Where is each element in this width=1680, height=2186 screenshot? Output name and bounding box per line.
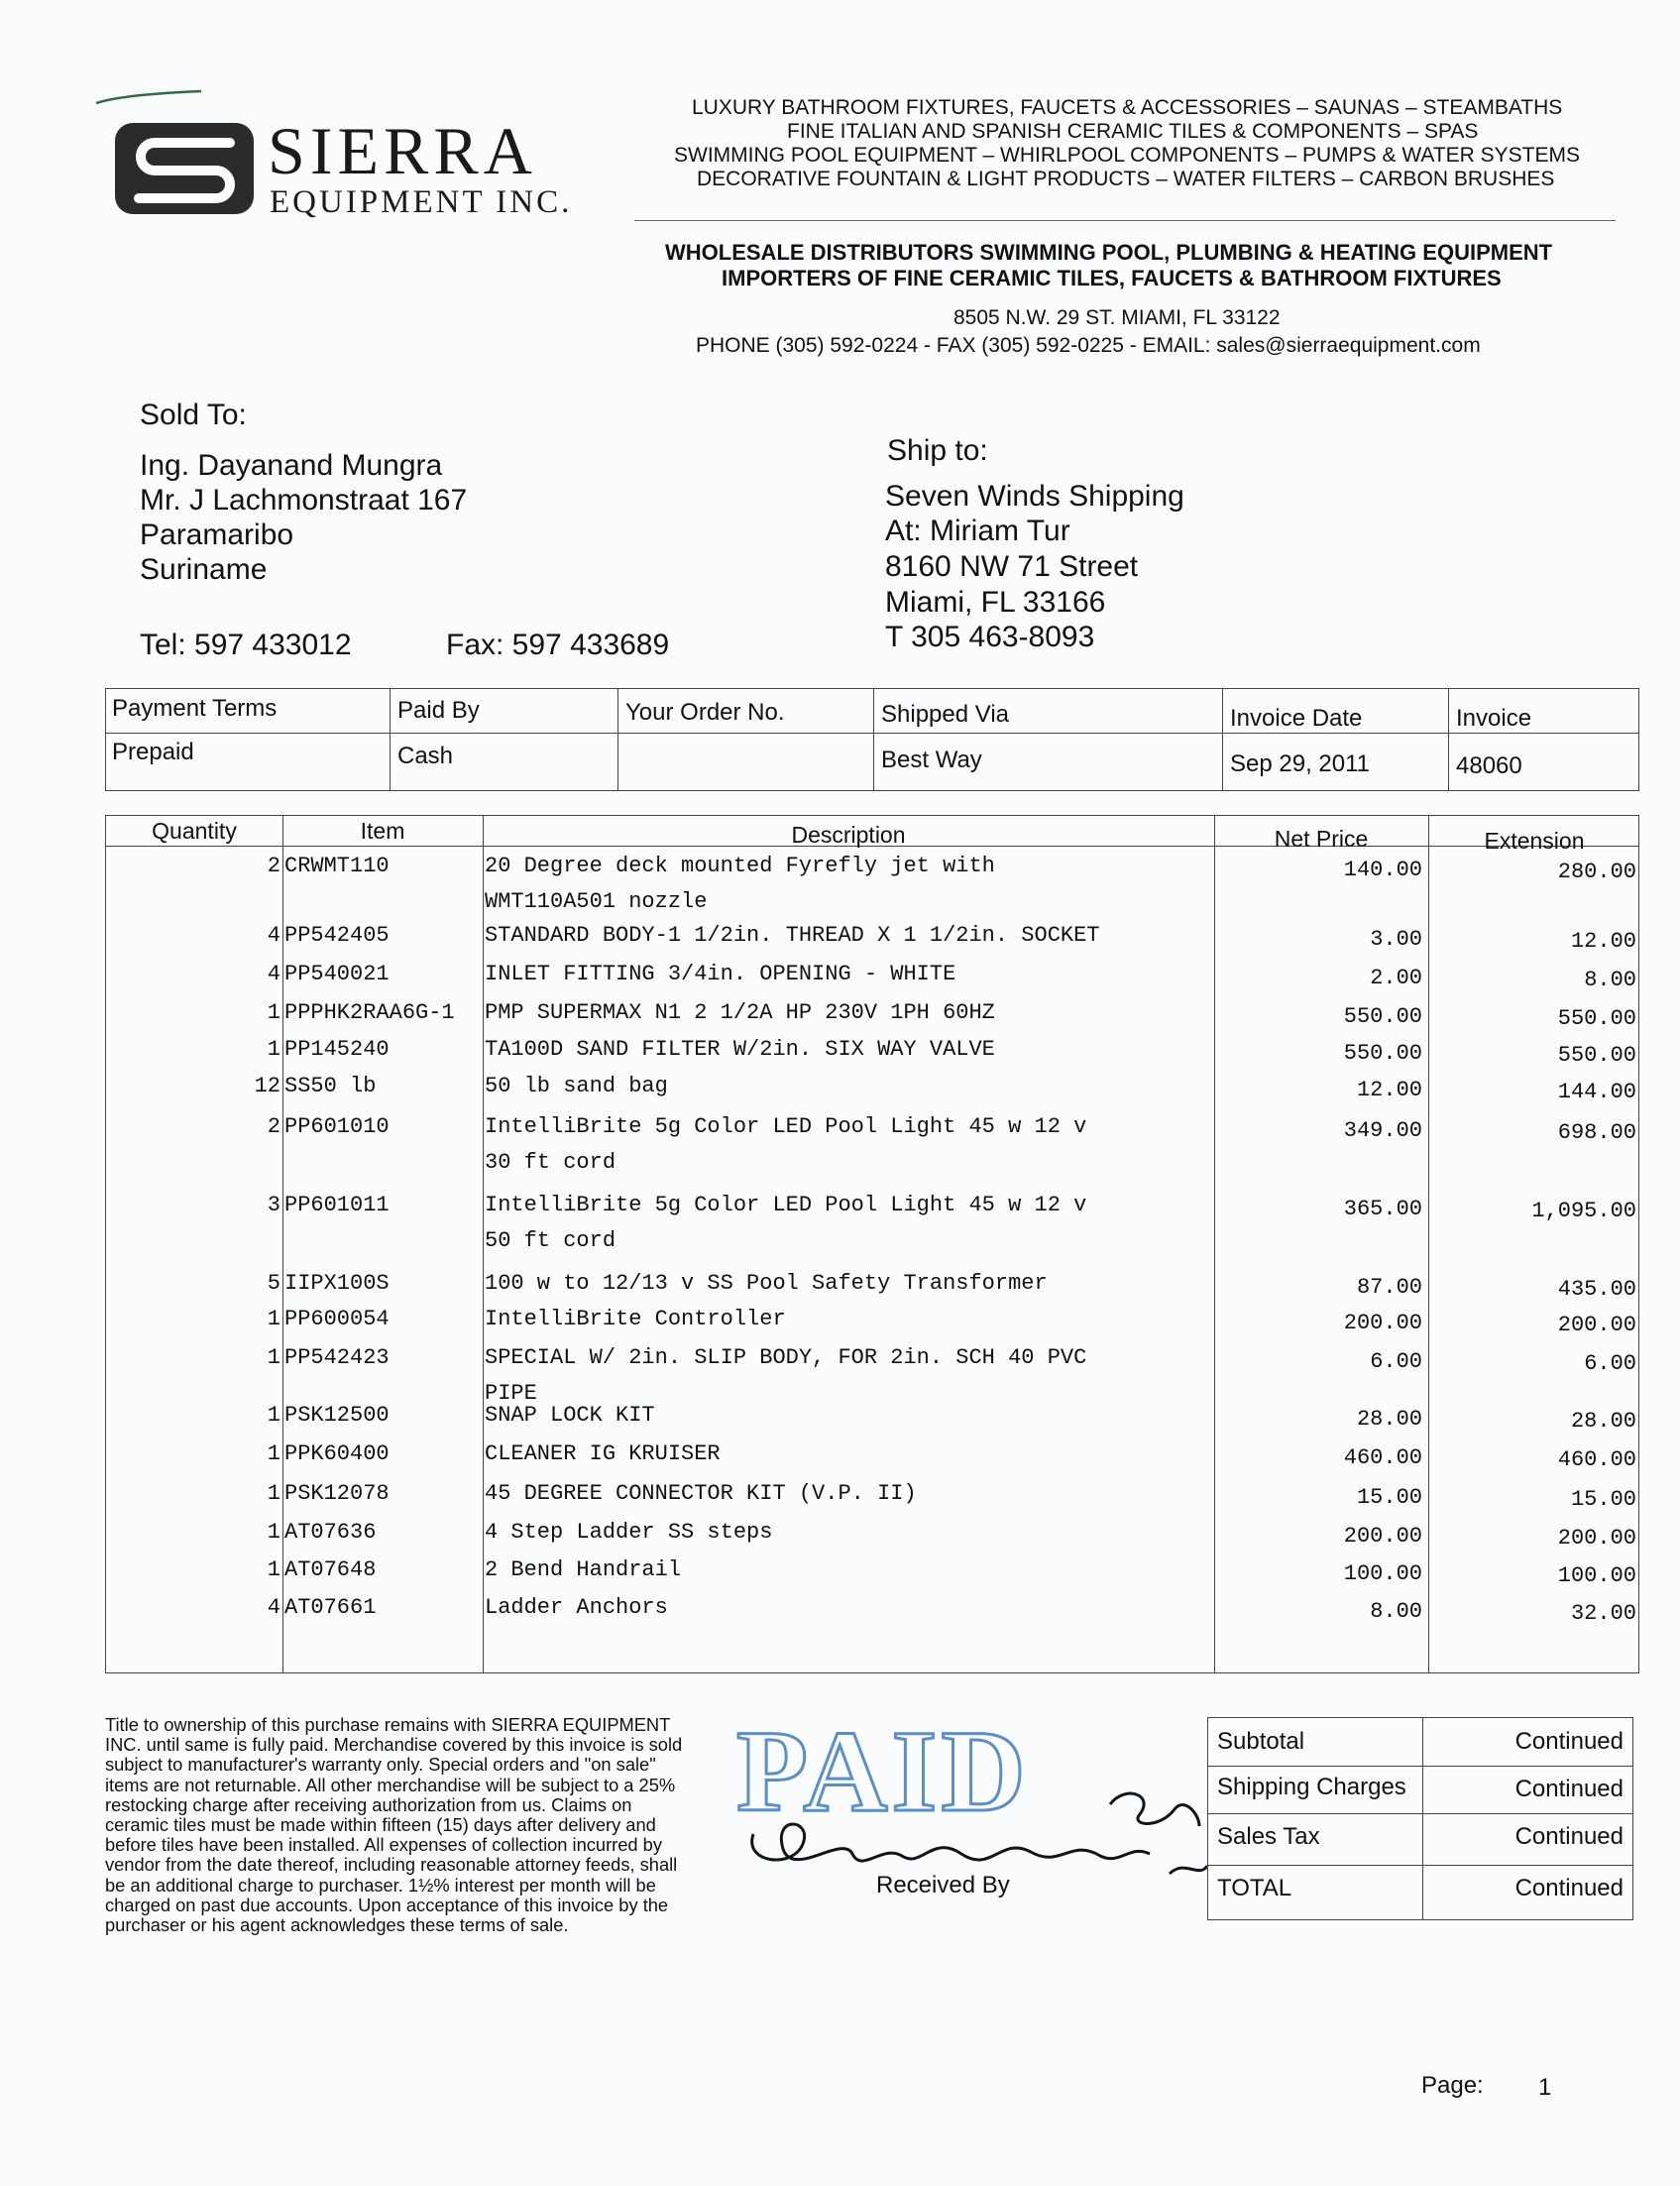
item-net-price: 550.00 [1343, 1004, 1422, 1029]
item-description: INLET FITTING 3/4in. OPENING - WHITE [485, 962, 956, 986]
ship-to-label: Ship to: [887, 434, 988, 467]
payment-terms-value: Prepaid [112, 739, 194, 765]
shipped-via-value: Best Way [881, 747, 982, 773]
header-paid-by: Paid By [397, 697, 480, 724]
item-extension: 28.00 [1570, 1409, 1636, 1434]
item-description: SNAP LOCK KIT [485, 1403, 655, 1428]
item-quantity: 1 [267, 1000, 280, 1025]
ship-to-line: Seven Winds Shipping [885, 480, 1184, 513]
item-code: PP542423 [284, 1345, 390, 1370]
item-net-price: 349.00 [1343, 1118, 1422, 1143]
ship-to-line: Miami, FL 33166 [885, 586, 1106, 619]
invoice-date-value: Sep 29, 2011 [1230, 750, 1371, 777]
sierra-logo-icon [111, 117, 260, 220]
sold-to-line: Mr. J Lachmonstraat 167 [140, 484, 468, 517]
item-code: PP540021 [284, 962, 390, 986]
item-net-price: 15.00 [1356, 1485, 1422, 1510]
item-extension: 550.00 [1557, 1043, 1636, 1068]
item-quantity: 1 [267, 1520, 280, 1545]
totals-table [1207, 1717, 1633, 1920]
item-net-price: 3.00 [1370, 927, 1422, 952]
line-items-table [105, 815, 1639, 1673]
sold-to-tel: Tel: 597 433012 [140, 629, 352, 661]
item-net-price: 87.00 [1356, 1275, 1422, 1300]
header-divider [634, 220, 1616, 221]
item-extension: 15.00 [1570, 1487, 1636, 1512]
item-quantity: 1 [267, 1037, 280, 1062]
header-invoice-number: Invoice [1456, 705, 1532, 732]
item-description: CLEANER IG KRUISER [485, 1441, 721, 1466]
item-quantity: 4 [267, 962, 280, 986]
item-quantity: 4 [267, 1595, 280, 1620]
item-description: 45 DEGREE CONNECTOR KIT (V.P. II) [485, 1481, 917, 1506]
ship-to-line: 8160 NW 71 Street [885, 550, 1139, 583]
shipping-label: Shipping Charges [1217, 1774, 1406, 1800]
item-description: PIPE [485, 1381, 537, 1406]
shipping-value: Continued [1514, 1776, 1624, 1802]
item-extension: 12.00 [1570, 929, 1636, 954]
item-code: AT07661 [284, 1595, 377, 1620]
item-net-price: 2.00 [1370, 966, 1422, 990]
item-quantity: 1 [267, 1403, 280, 1428]
item-description: 4 Step Ladder SS steps [485, 1520, 773, 1545]
item-net-price: 28.00 [1356, 1407, 1422, 1432]
total-label: TOTAL [1217, 1875, 1292, 1901]
product-line-1: LUXURY BATHROOM FIXTURES, FAUCETS & ACCESSORIES – SAUNAS – STEAMBATHS [692, 96, 1563, 119]
item-description: 50 ft cord [485, 1228, 616, 1253]
invoice-summary-table [105, 688, 1639, 791]
item-description: TA100D SAND FILTER W/2in. SIX WAY VALVE [485, 1037, 995, 1062]
item-quantity: 12 [254, 1074, 280, 1098]
subtotal-value: Continued [1514, 1728, 1624, 1755]
header-shipped-via: Shipped Via [881, 701, 1009, 728]
item-net-price: 365.00 [1343, 1197, 1422, 1221]
header-invoice-date: Invoice Date [1230, 705, 1363, 732]
item-net-price: 8.00 [1370, 1599, 1422, 1624]
page-number: 1 [1538, 2074, 1552, 2101]
item-code: PPPHK2RAA6G-1 [284, 1000, 455, 1025]
item-extension: 100.00 [1557, 1563, 1636, 1588]
subtotal-label: Subtotal [1217, 1728, 1305, 1755]
item-code: PP542405 [284, 923, 390, 948]
sold-to-line: Suriname [140, 553, 268, 586]
item-description: 2 Bend Handrail [485, 1557, 682, 1582]
col-item: Item [360, 818, 405, 844]
item-code: PP601011 [284, 1193, 390, 1217]
item-net-price: 140.00 [1343, 858, 1422, 882]
item-description: IntelliBrite Controller [485, 1307, 786, 1331]
company-contact: PHONE (305) 592-0224 - FAX (305) 592-0225 - EMAIL: sales@sierraequipment.com [696, 334, 1481, 357]
item-net-price: 460.00 [1343, 1445, 1422, 1470]
product-line-4: DECORATIVE FOUNTAIN & LIGHT PRODUCTS – WATER FILTERS – CARBON BRUSHES [697, 168, 1555, 190]
item-extension: 460.00 [1557, 1447, 1636, 1472]
sales-tax-label: Sales Tax [1217, 1823, 1320, 1850]
item-code: PSK12500 [284, 1403, 390, 1428]
page-label: Page: [1421, 2072, 1484, 2099]
ship-to-line: T 305 463-8093 [885, 621, 1095, 653]
item-net-price: 6.00 [1370, 1349, 1422, 1374]
item-code: PPK60400 [284, 1441, 390, 1466]
received-by-label: Received By [876, 1872, 1010, 1898]
sold-to-line: Paramaribo [140, 518, 294, 551]
item-quantity: 3 [267, 1193, 280, 1217]
paid-stamp-text: PAID [736, 1715, 1030, 1824]
col-quantity: Quantity [152, 818, 237, 844]
col-net-price: Net Price [1274, 826, 1369, 852]
item-description: SPECIAL W/ 2in. SLIP BODY, FOR 2in. SCH 40 PVC [485, 1345, 1087, 1370]
item-code: PP600054 [284, 1307, 390, 1331]
header-your-order: Your Order No. [625, 699, 785, 726]
product-line-3: SWIMMING POOL EQUIPMENT – WHIRLPOOL COMPONENTS – PUMPS & WATER SYSTEMS [674, 144, 1581, 167]
item-description: 20 Degree deck mounted Fyrefly jet with [485, 854, 995, 878]
item-extension: 435.00 [1557, 1277, 1636, 1302]
item-quantity: 1 [267, 1557, 280, 1582]
header-payment-terms: Payment Terms [112, 695, 278, 722]
company-name: SIERRA [268, 113, 537, 188]
item-extension: 698.00 [1557, 1120, 1636, 1145]
item-quantity: 4 [267, 923, 280, 948]
item-quantity: 1 [267, 1481, 280, 1506]
invoice-number-value: 48060 [1456, 752, 1522, 779]
item-extension: 200.00 [1557, 1313, 1636, 1337]
item-description: IntelliBrite 5g Color LED Pool Light 45 w 12 v [485, 1114, 1087, 1139]
item-extension: 280.00 [1557, 860, 1636, 884]
sold-to-label: Sold To: [140, 399, 247, 431]
logo-pen-mark [94, 87, 203, 111]
col-description: Description [791, 822, 906, 848]
item-quantity: 1 [267, 1441, 280, 1466]
item-extension: 6.00 [1584, 1351, 1636, 1376]
item-net-price: 100.00 [1343, 1561, 1422, 1586]
item-code: AT07636 [284, 1520, 377, 1545]
item-quantity: 2 [267, 854, 280, 878]
item-code: AT07648 [284, 1557, 377, 1582]
sold-to-fax: Fax: 597 433689 [446, 629, 670, 661]
ship-to-line: At: Miriam Tur [885, 515, 1070, 547]
item-description: 30 ft cord [485, 1150, 616, 1175]
item-code: PP145240 [284, 1037, 390, 1062]
item-net-price: 12.00 [1356, 1078, 1422, 1102]
sales-tax-value: Continued [1514, 1823, 1624, 1850]
item-extension: 550.00 [1557, 1006, 1636, 1031]
item-net-price: 550.00 [1343, 1041, 1422, 1066]
item-extension: 32.00 [1570, 1601, 1636, 1626]
item-description: Ladder Anchors [485, 1595, 668, 1620]
item-extension: 144.00 [1557, 1080, 1636, 1104]
item-code: PSK12078 [284, 1481, 390, 1506]
item-quantity: 2 [267, 1114, 280, 1139]
item-description: STANDARD BODY-1 1/2in. THREAD X 1 1/2in. SOCKET [485, 923, 1100, 948]
item-extension: 8.00 [1584, 968, 1636, 992]
item-net-price: 200.00 [1343, 1311, 1422, 1335]
item-net-price: 200.00 [1343, 1524, 1422, 1549]
tagline-1: WHOLESALE DISTRIBUTORS SWIMMING POOL, PLUMBING & HEATING EQUIPMENT [665, 240, 1553, 265]
product-line-2: FINE ITALIAN AND SPANISH CERAMIC TILES & COMPONENTS – SPAS [787, 120, 1479, 143]
item-extension: 1,095.00 [1531, 1199, 1636, 1223]
item-code: IIPX100S [284, 1271, 390, 1296]
company-subname: EQUIPMENT INC. [270, 184, 573, 220]
item-description: WMT110A501 nozzle [485, 889, 708, 914]
item-code: CRWMT110 [284, 854, 390, 878]
item-quantity: 5 [267, 1271, 280, 1296]
total-value: Continued [1514, 1875, 1624, 1901]
col-extension: Extension [1484, 828, 1585, 854]
sold-to-line: Ing. Dayanand Mungra [140, 449, 443, 482]
item-description: 100 w to 12/13 v SS Pool Safety Transformer [485, 1271, 1048, 1296]
terms-text: Title to ownership of this purchase remains with SIERRA EQUIPMENT INC. until same is fully paid. Merchandise covered by this invoice is sold subject to manufacturer's warranty only. Special orders and "on sale" items are not returnable. All other merchandise will be subject to a 25% restocking charge after receiving authorization from us. Claims on ceramic tiles must be made within fifteen (15) days after delivery and before tiles have been installed. All expenses of collection incurred by vendor from the date thereof, including reasonable attorney feeds, shall be an additional charge to purchaser. 1½% interest per month will be charged on past due accounts. Upon acceptance of this invoice by the purchaser or his agent acknowledges these terms of sale. [105, 1714, 683, 1936]
item-quantity: 1 [267, 1345, 280, 1370]
item-extension: 200.00 [1557, 1526, 1636, 1551]
item-description: IntelliBrite 5g Color LED Pool Light 45 w 12 v [485, 1193, 1087, 1217]
paid-by-value: Cash [397, 743, 454, 769]
item-description: PMP SUPERMAX N1 2 1/2A HP 230V 1PH 60HZ [485, 1000, 995, 1025]
company-address: 8505 N.W. 29 ST. MIAMI, FL 33122 [953, 306, 1281, 329]
terms-of-sale [105, 1715, 692, 1935]
item-code: SS50 lb [284, 1074, 377, 1098]
item-description: 50 lb sand bag [485, 1074, 668, 1098]
item-quantity: 1 [267, 1307, 280, 1331]
tagline-2: IMPORTERS OF FINE CERAMIC TILES, FAUCETS & BATHROOM FIXTURES [722, 266, 1502, 290]
item-code: PP601010 [284, 1114, 390, 1139]
